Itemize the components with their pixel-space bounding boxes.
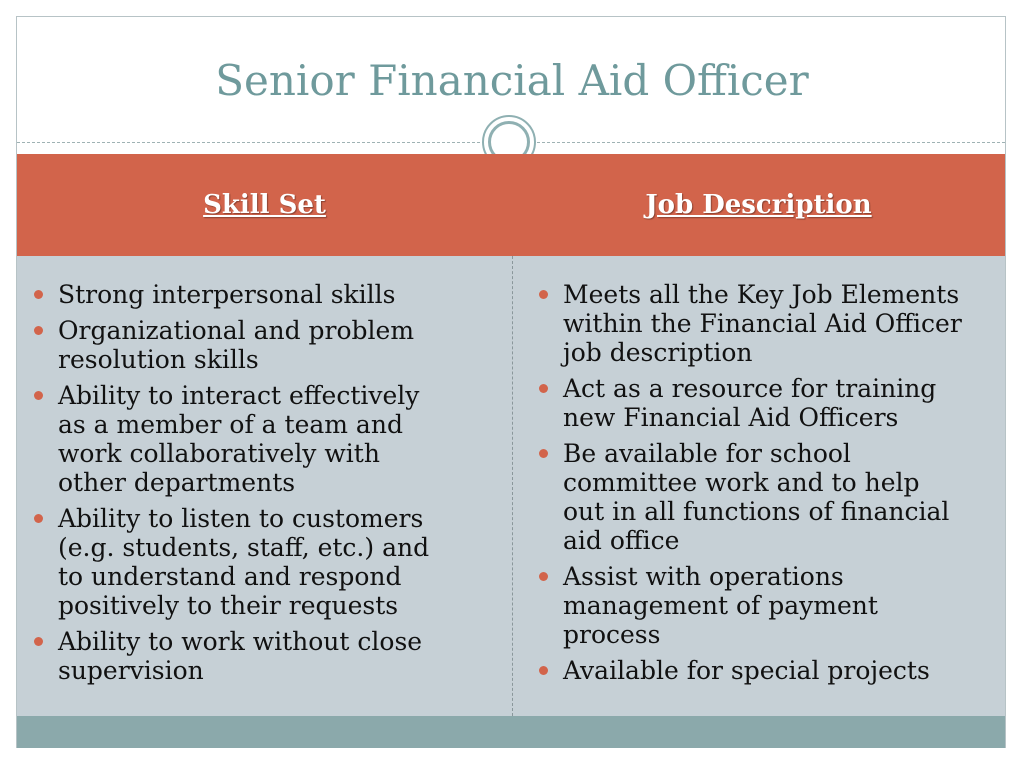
list-item-text: Ability to interact effectively as a member of a team and work collaboratively with other departments [58,381,420,497]
column-divider [512,256,513,716]
table-header-band [17,154,1005,256]
skill-set-list [32,280,452,692]
list-item-text: Be available for school committee work and to help out in all functions of financial aid office [563,439,950,555]
footer-band [17,716,1005,748]
list-item-text: Ability to work without close supervision [58,627,423,685]
list-item-text: Assist with operations management of payment process [563,562,878,649]
bullet-icon [34,326,43,335]
list-item-text: Act as a resource for training new Financial Aid Officers [563,374,937,432]
list-item [537,562,967,649]
list-item [32,316,452,374]
list-item [537,439,967,555]
bullet-icon [539,572,548,581]
job-description-heading: Job Description [645,190,872,220]
list-item-text: Meets all the Key Job Elements within the Financial Aid Officer job description [563,280,962,367]
bullet-icon [539,290,548,299]
list-item [32,280,452,309]
list-item [32,381,452,497]
bullet-icon [34,637,43,646]
list-item [537,656,967,685]
bullet-icon [539,384,548,393]
list-item [537,280,967,367]
bullet-icon [34,290,43,299]
list-item-text: Ability to listen to customers (e.g. students, staff, etc.) and to understand and respond positively to their requests [58,504,430,620]
bullet-icon [539,666,548,675]
skill-set-heading: Skill Set [203,190,326,220]
list-item-text: Available for special projects [563,656,930,685]
bullet-icon [34,514,43,523]
job-description-list [537,280,967,692]
list-item [32,504,452,620]
slide-title: Senior Financial Aid Officer [215,56,809,105]
list-item-text: Strong interpersonal skills [58,280,396,309]
list-item [32,627,452,685]
list-item-text: Organizational and problem resolution skills [58,316,415,374]
bullet-icon [34,391,43,400]
bullet-icon [539,449,548,458]
list-item [537,374,967,432]
